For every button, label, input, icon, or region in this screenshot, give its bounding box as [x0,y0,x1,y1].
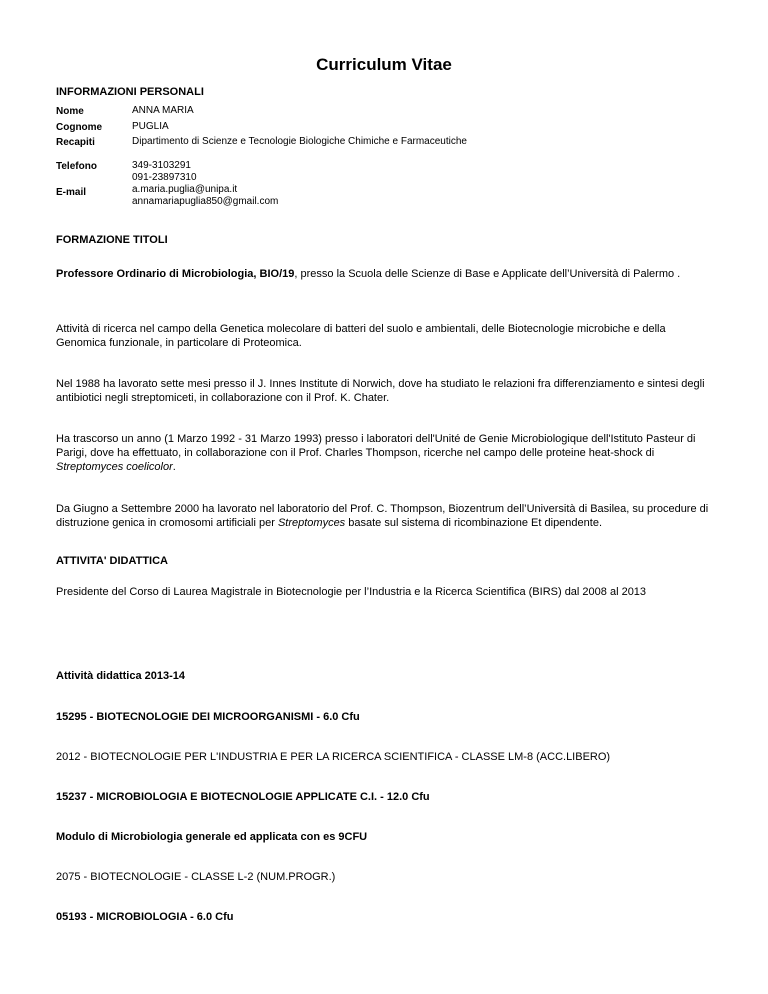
section-heading-didattica: ATTIVITA' DIDATTICA [56,555,168,567]
p4-end: . [172,461,176,473]
email-2: annamariapuglia850@gmail.com [132,196,279,207]
p4-text: Ha trascorso un anno (1 Marzo 1992 - 31 Marzo 1993) presso i laboratori dell'Unité de Genie Microbiologique dell'Istituto Pasteur di Parigi, dove ha effettuato, in collaborazione con il Prof. Charles Thompson, ricerche nel campo delle proteine heat-shock di [56,433,696,459]
telefono-label: Telefono [56,161,97,172]
course-line: 2075 - BIOTECNOLOGIE - CLASSE L-2 (NUM.PROGR.) [56,871,336,883]
telefono-value [132,160,197,184]
telefono-2: 091-23897310 [132,172,197,183]
formazione-paragraph-3: Nel 1988 ha lavorato sette mesi presso il J. Innes Institute di Norwich, dove ha studiato le relazioni fra differenziamento e sintesi degli antibiotici negli streptomiceti, in collaborazione con il Prof. K. Chater. [56,378,705,404]
course-line: 15237 - MICROBIOLOGIA E BIOTECNOLOGIE APPLICATE C.I. - 12.0 Cfu [56,791,430,803]
course-line: 15295 - BIOTECNOLOGIE DEI MICROORGANISMI - 6.0 Cfu [56,711,360,723]
section-heading-formazione: FORMAZIONE TITOLI [56,234,168,246]
recapiti-value: Dipartimento di Scienze e Tecnologie Biologiche Chimiche e Farmaceutiche [132,136,467,147]
email-value [132,184,278,208]
p5-italic: Streptomyces [277,517,346,529]
section-heading-personal: INFORMAZIONI PERSONALI [56,86,204,98]
didattica-anno: Attività didattica 2013-14 [56,670,185,682]
document-title: Curriculum Vitae [316,55,452,74]
p4-italic: Streptomyces coelicolor [56,461,173,473]
recapiti-label: Recapiti [56,137,95,148]
p5-end: basate sul sistema di ricombinazione Et dipendente. [345,517,603,529]
p5-text: Da Giugno a Settembre 2000 ha lavorato nel laboratorio del Prof. C. Thompson, Biozentrum dell’Università di Basilea, su procedure di distruzione genica in cromosomi artificiali per [56,503,709,529]
formazione-paragraph-5 [56,502,716,530]
course-line: 2012 - BIOTECNOLOGIE PER L'INDUSTRIA E PER LA RICERCA SCIENTIFICA - CLASSE LM-8 (ACC.LIBERO) [56,751,611,763]
course-line: 05193 - MICROBIOLOGIA - 6.0 Cfu [56,911,234,923]
nome-value: ANNA MARIA [132,105,194,116]
cognome-label: Cognome [56,122,103,133]
formazione-paragraph-4 [56,432,716,474]
telefono-1: 349-3103291 [132,160,191,171]
professore-title: Professore Ordinario di Microbiologia, BIO/19 [56,268,295,280]
formazione-paragraph-1 [56,267,716,281]
nome-label: Nome [56,106,84,117]
professore-rest: , presso la Scuola delle Scienze di Base e Applicate dell’Università di Palermo . [294,268,681,280]
course-line: Modulo di Microbiologia generale ed applicata con es 9CFU [56,831,368,843]
email-label: E-mail [56,187,87,198]
email-1: a.maria.puglia@unipa.it [132,184,238,195]
formazione-paragraph-2: Attività di ricerca nel campo della Genetica molecolare di batteri del suolo e ambientali, delle Biotecnologie microbiche e della Genomica funzionale, in particolare di Proteomica. [56,323,666,349]
presidente-line: Presidente del Corso di Laurea Magistrale in Biotecnologie per l’Industria e la Ricerca Scientifica (BIRS) dal 2008 al 2013 [56,586,647,598]
cognome-value: PUGLIA [132,121,169,132]
